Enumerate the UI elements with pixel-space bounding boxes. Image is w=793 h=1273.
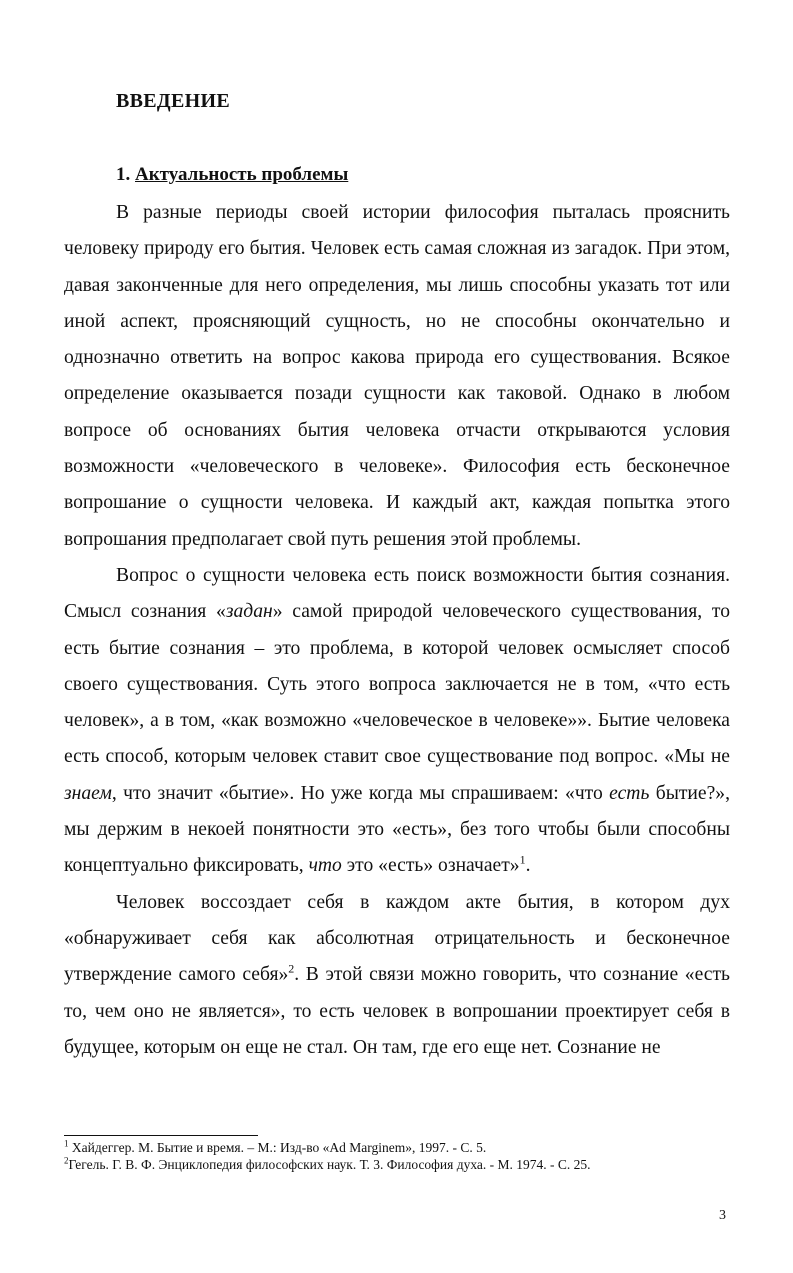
text-run: это «есть» означает» <box>341 855 520 877</box>
section-number: 1. <box>116 164 131 185</box>
text-run: . В этой связи можно говорить, что сознание «есть то, чем оно не является», то есть человек в вопрошании проектирует себя в будущее, которым он еще не стал. Он там, где его еще нет. Сознание не <box>64 964 730 1058</box>
body-text <box>64 195 730 1066</box>
paragraph-3 <box>64 885 730 1066</box>
footnote-2 <box>64 1156 591 1173</box>
italic-run: задан <box>225 601 273 623</box>
page-heading: ВВЕДЕНИЕ <box>116 90 230 112</box>
footnote-1 <box>64 1139 486 1156</box>
section-title: Актуальность проблемы <box>135 164 349 185</box>
footnote-separator <box>64 1135 258 1136</box>
footnote-text: Гегель. Г. В. Ф. Энциклопедия философских наук. Т. 3. Философия духа. - М. 1974. - С. 25. <box>68 1157 591 1172</box>
page-number: 3 <box>719 1208 726 1223</box>
paragraph-1: В разные периоды своей истории философия пыталась прояснить человеку природу его бытия. Человек есть самая сложная из загадок. При этом, давая законченные для него определения, мы лишь способны указать тот или иной аспект, проясняющий сущность, но не способны окончательно и однозначно ответить на вопрос какова природа его существования. Всякое определение оказывается позади сущности как таковой. Однако в любом вопросе об основаниях бытия человека отчасти открываются условия возможности «человеческого в человеке». Философия есть бесконечное вопрошание о сущности человека. И каждый акт, каждая попытка этого вопрошания предполагает свой путь решения этой проблемы. <box>64 202 730 550</box>
text-run: , что значит «бытие». Но уже когда мы спрашиваем: «что <box>111 782 610 804</box>
footnote-ref-1[interactable]: 1 <box>519 852 526 867</box>
footnote-ref-2[interactable]: 2 <box>288 961 295 976</box>
section-heading <box>116 164 348 186</box>
text-run: бытие?», мы держим в некоей понятности это «есть», без того чтобы были способны концептуально фиксировать, <box>64 782 731 877</box>
text-run: » самой природой человеческого существования, то есть бытие сознания – это проблема, в которой человек осмысляет способ своего существования. Суть этого вопроса заключается не в том, «что есть человек», а в том, «как возможно «человеческое в человеке»». Бытие человека есть способ, которым человек ставит свое существование под вопрос. «Мы не <box>64 601 730 768</box>
text-run: Человек воссоздает себя в каждом акте бытия, в котором дух «обнаруживает себя как абсолютная отрицательность и бесконечное утверждение самого себя» <box>64 891 730 986</box>
footnote-text: Хайдеггер. М. Бытие и время. – М.: Изд-во «Ad Marginem», 1997. - С. 5. <box>68 1140 487 1155</box>
italic-run: есть <box>609 782 650 804</box>
italic-run: что <box>308 855 342 877</box>
italic-run: знаем <box>64 782 112 804</box>
footnote-mark: 1 <box>64 1138 69 1149</box>
footnote-mark: 2 <box>64 1155 69 1166</box>
text-run: . <box>525 855 531 877</box>
text-run: Вопрос о сущности человека есть поиск возможности бытия сознания. Смысл сознания « <box>64 564 730 623</box>
paragraph-2 <box>64 558 730 885</box>
